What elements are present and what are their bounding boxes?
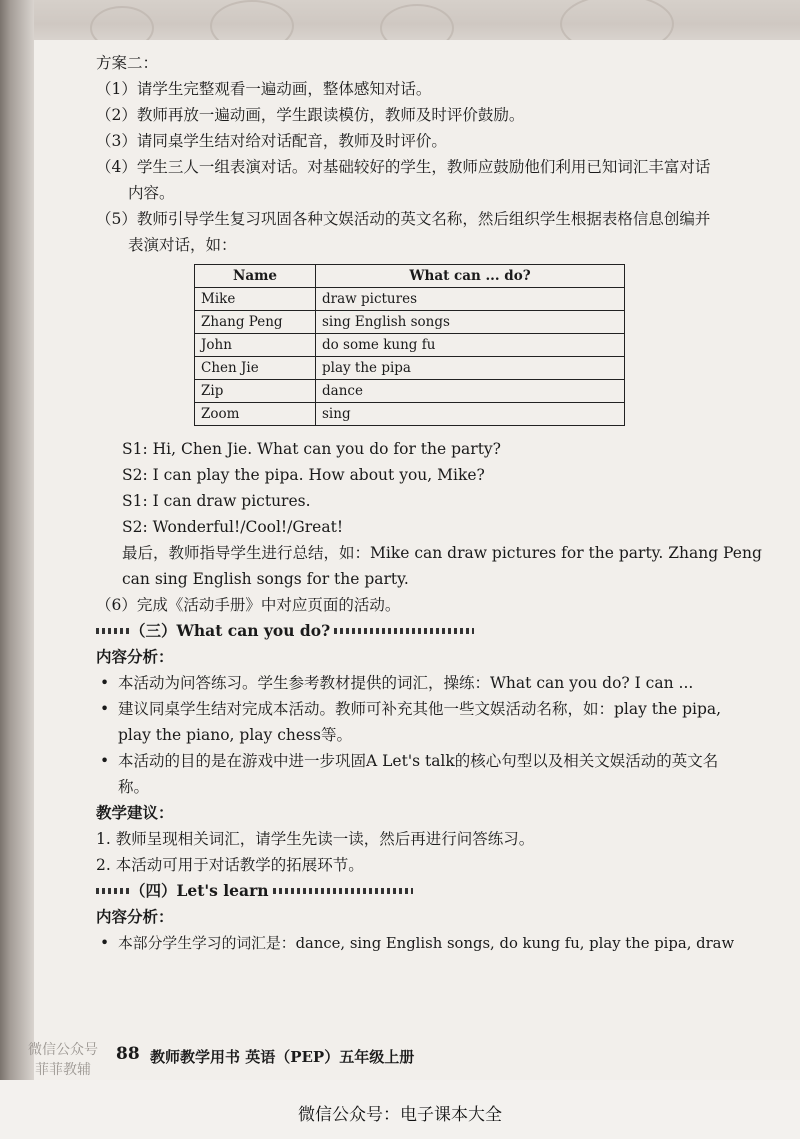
table-row: [195, 334, 625, 357]
step-2: （2）教师再放一遍动画，学生跟读模仿，教师及时评价鼓励。: [96, 106, 525, 124]
activity-table: [194, 264, 625, 426]
bullet-item: • 本活动为问答练习。学生参考教材提供的词汇，操练：What can you do? I can ...: [100, 674, 694, 692]
table-cell: sing English songs: [316, 311, 625, 334]
table-row: [195, 288, 625, 311]
analysis-heading: 内容分析：: [96, 647, 174, 666]
table-cell: Chen Jie: [195, 357, 316, 380]
bullet-text: 本活动为问答练习。学生参考教材提供的词汇，操练：What can you do? I can ...: [118, 674, 694, 692]
teaching-item: 1. 教师呈现相关词汇，请学生先读一读，然后再进行问答练习。: [96, 830, 535, 848]
watermark-corner: [28, 1040, 98, 1080]
bullet-item: • 本活动的目的是在游戏中进一步巩固A Let's talk的核心句型以及相关文娱活动的英文名: [100, 752, 719, 770]
wave-decoration: [96, 628, 130, 634]
table-cell: play the pipa: [316, 357, 625, 380]
step-4-cont: 内容。: [128, 184, 175, 202]
step-5-cont: 表演对话，如：: [128, 236, 237, 254]
bullet-item: • 建议同桌学生结对完成本活动。教师可补充其他一些文娱活动名称，如：play the pipa,: [100, 700, 722, 718]
table-cell: Zip: [195, 380, 316, 403]
wave-decoration: [96, 888, 130, 894]
table-cell: sing: [316, 403, 625, 426]
table-cell: Zoom: [195, 403, 316, 426]
bullet-item: • 本部分学生学习的词汇是：dance, sing English songs, do kung fu, play the pipa, draw: [100, 934, 735, 952]
dialog-line: S2: Wonderful!/Cool!/Great!: [122, 518, 344, 536]
table-row: [195, 357, 625, 380]
bullet-text: 本活动的目的是在游戏中进一步巩固A Let's talk的核心句型以及相关文娱活动的英文名: [118, 752, 719, 770]
table-header: What can ... do?: [316, 265, 625, 288]
table-cell: draw pictures: [316, 288, 625, 311]
watermark-line: 菲菲教辅: [35, 1062, 91, 1078]
table-row: [195, 380, 625, 403]
dialog-line: S1: Hi, Chen Jie. What can you do for the party?: [122, 440, 501, 458]
section-heading-4: [96, 878, 766, 904]
plan-title: 方案二：: [96, 54, 159, 72]
wave-decoration: [273, 888, 413, 894]
wave-decoration: [334, 628, 474, 634]
bullet-text: 建议同桌学生结对完成本活动。教师可补充其他一些文娱活动名称，如：play the pipa,: [118, 700, 722, 718]
table-cell: dance: [316, 380, 625, 403]
step-5: （5）教师引导学生复习巩固各种文娱活动的英文名称，然后组织学生根据表格信息创编并: [96, 210, 711, 228]
table-cell: do some kung fu: [316, 334, 625, 357]
section-4-title: （四）Let's learn: [130, 881, 269, 900]
dialog-line: S2: I can play the pipa. How about you, Mike?: [122, 466, 485, 484]
analysis-heading: 内容分析：: [96, 907, 174, 926]
section-3-title: （三）What can you do?: [130, 621, 331, 640]
bullet-text-cont: play the piano, play chess等。: [118, 726, 352, 744]
bottom-caption: 微信公众号：电子课本大全: [298, 1105, 502, 1125]
table-header-row: [195, 265, 625, 288]
step-1: （1）请学生完整观看一遍动画，整体感知对话。: [96, 80, 432, 98]
step-6: （6）完成《活动手册》中对应页面的活动。: [96, 596, 401, 614]
bullet-text: 本部分学生学习的词汇是：dance, sing English songs, do kung fu, play the pipa, draw: [118, 935, 735, 952]
summary-line: can sing English songs for the party.: [122, 570, 409, 588]
watermark-line: 微信公众号: [28, 1042, 98, 1058]
bullet-text-cont: 称。: [118, 778, 150, 796]
table-row: [195, 311, 625, 334]
page-edge: [0, 0, 34, 1100]
teaching-item: 2. 本活动可用于对话教学的拓展环节。: [96, 856, 364, 874]
page-content: [96, 50, 766, 957]
table-cell: Zhang Peng: [195, 311, 316, 334]
page-number: 88: [116, 1044, 140, 1064]
table-row: [195, 403, 625, 426]
table-cell: Mike: [195, 288, 316, 311]
footer-title: 教师教学用书 英语（PEP）五年级上册: [150, 1048, 415, 1066]
step-3: （3）请同桌学生结对给对话配音，教师及时评价。: [96, 132, 447, 150]
step-4: （4）学生三人一组表演对话。对基础较好的学生，教师应鼓励他们利用已知词汇丰富对话: [96, 158, 711, 176]
teaching-heading: 教学建议：: [96, 803, 174, 822]
table-cell: John: [195, 334, 316, 357]
section-heading-3: [96, 618, 766, 644]
summary-line: 最后，教师指导学生进行总结，如：Mike can draw pictures for the party. Zhang Peng: [122, 544, 762, 562]
dialog-line: S1: I can draw pictures.: [122, 492, 311, 510]
table-header: Name: [195, 265, 316, 288]
